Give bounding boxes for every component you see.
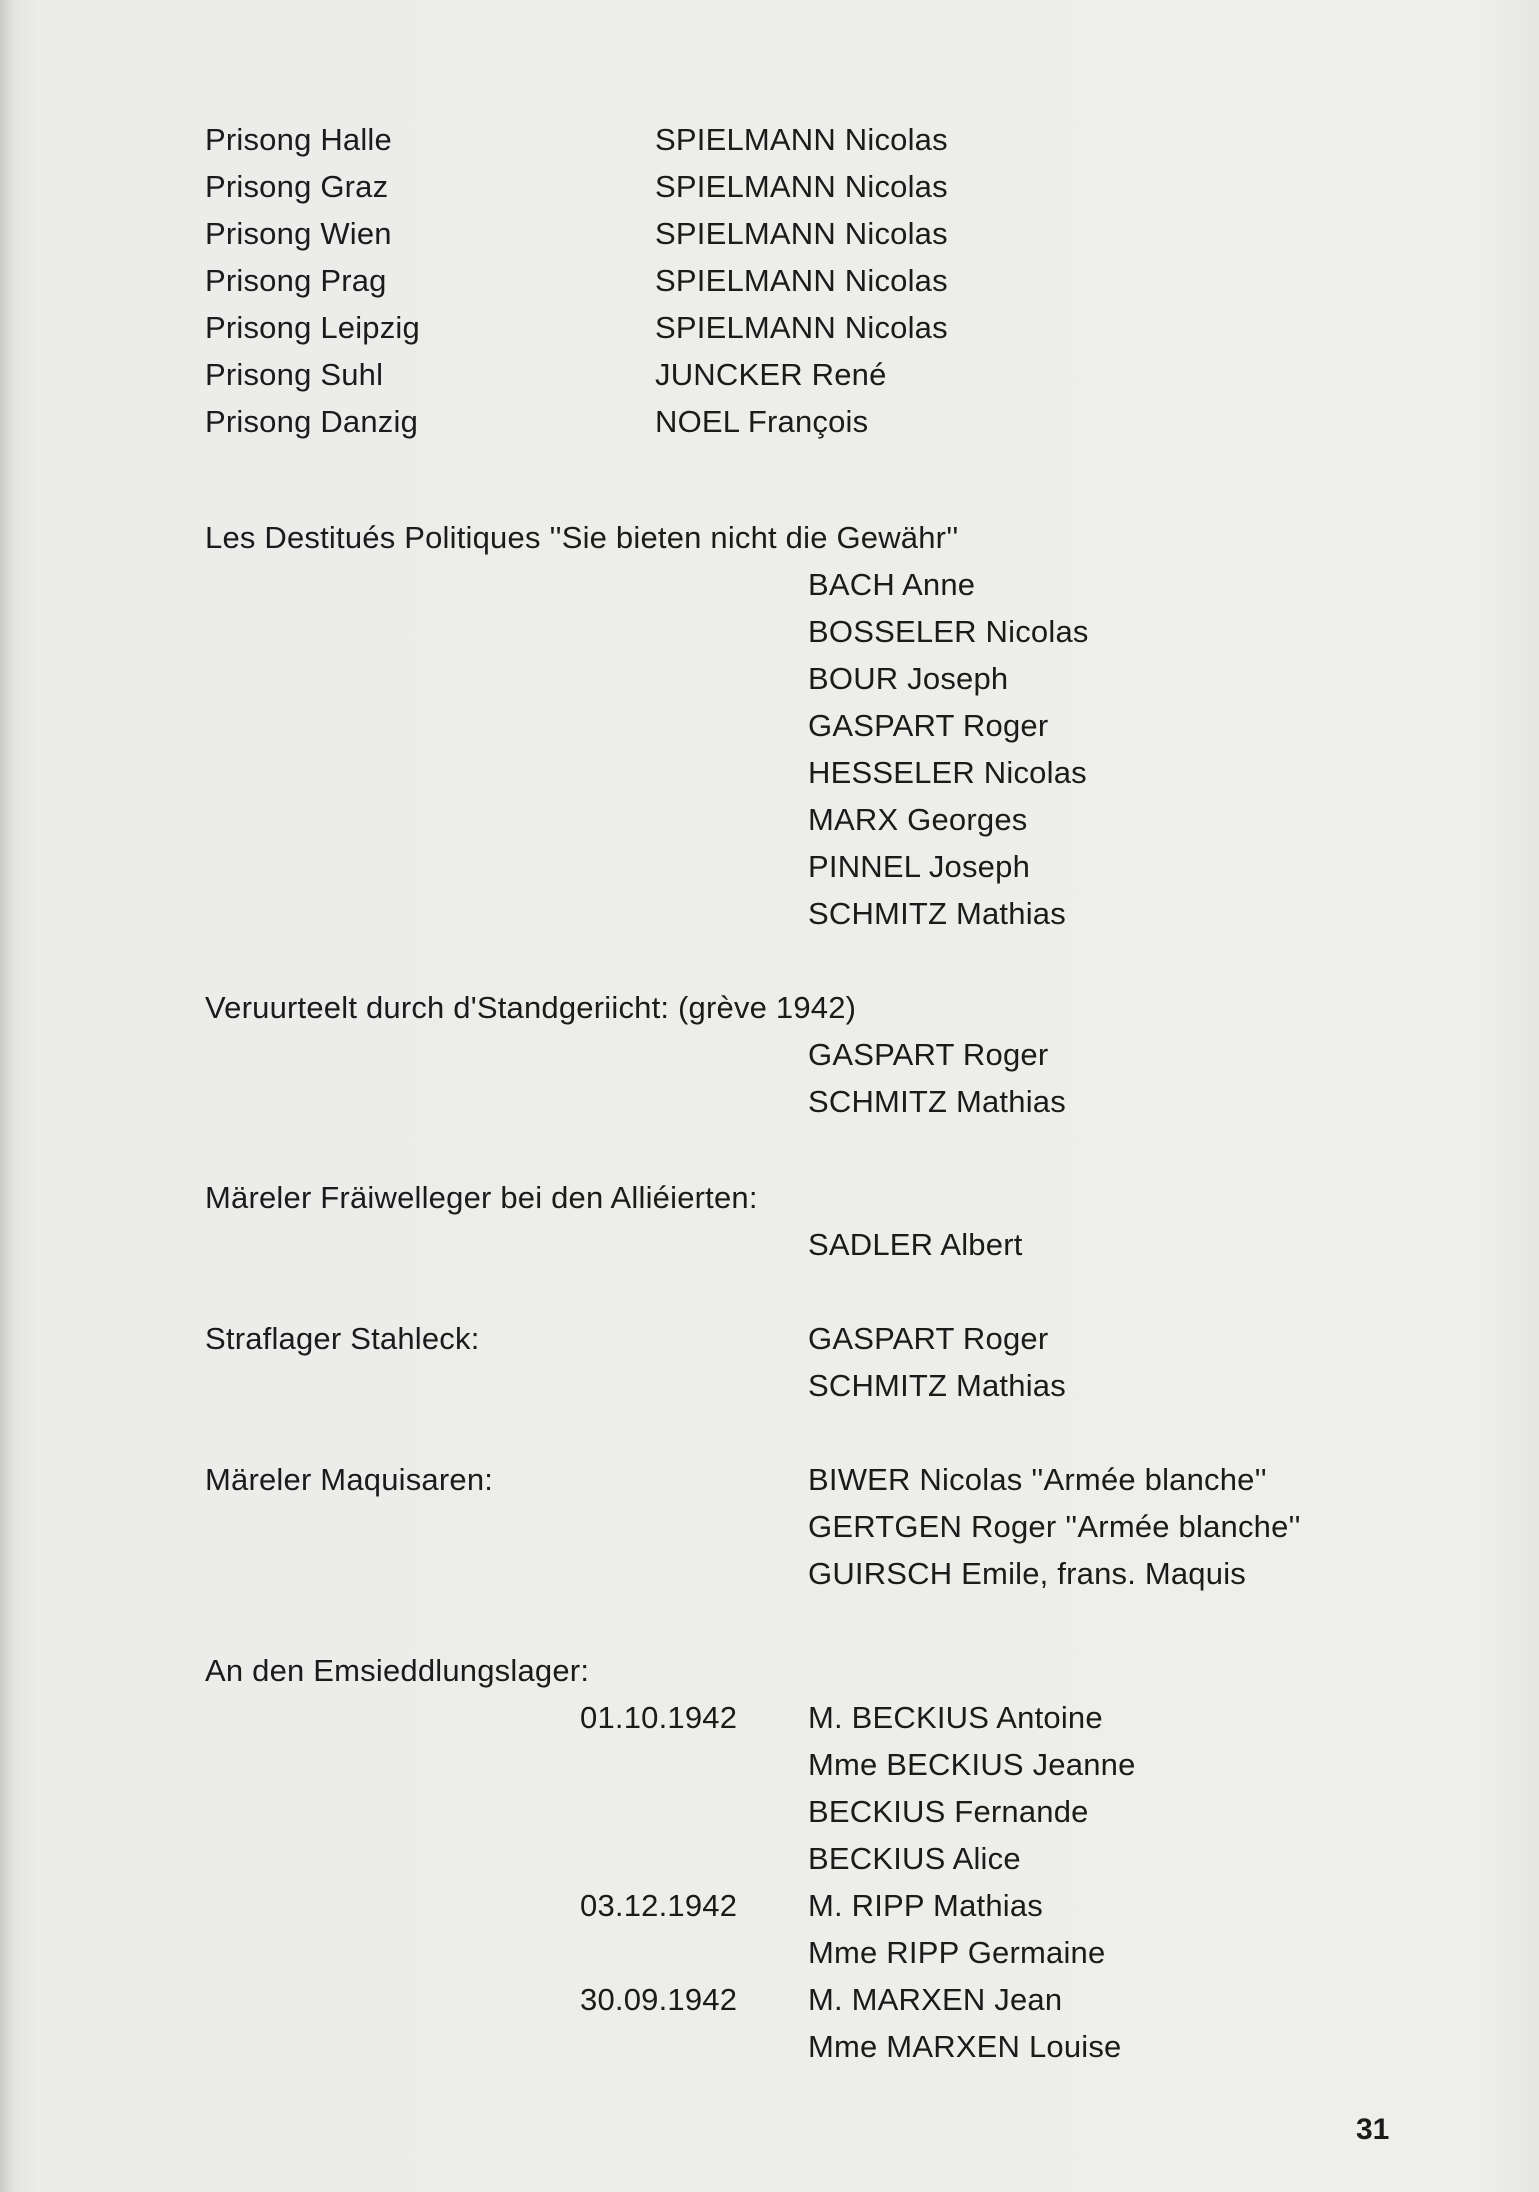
prisong-place: Prisong Suhl <box>205 357 384 392</box>
person-name: PINNEL Joseph <box>808 849 1031 884</box>
person-name: BIWER Nicolas ''Armée blanche'' <box>808 1462 1267 1497</box>
person-name: Mme BECKIUS Jeanne <box>808 1747 1136 1782</box>
person-name: GASPART Roger <box>808 708 1049 743</box>
section-heading-maquisaren: Märeler Maquisaren: <box>205 1462 494 1497</box>
prisong-place: Prisong Leipzig <box>205 310 420 345</box>
person-name: SADLER Albert <box>808 1227 1023 1262</box>
prisong-place: Prisong Prag <box>205 263 387 298</box>
page-number: 31 <box>1356 2113 1390 2146</box>
person-name: SCHMITZ Mathias <box>808 896 1066 931</box>
section-heading-standgeriicht: Veruurteelt durch d'Standgeriicht: (grève 1942) <box>205 990 857 1025</box>
prisong-name: SPIELMANN Nicolas <box>655 216 948 251</box>
prisong-name: NOEL François <box>655 404 869 439</box>
person-name: GERTGEN Roger ''Armée blanche'' <box>808 1509 1301 1544</box>
person-name: M. RIPP Mathias <box>808 1888 1044 1923</box>
person-name: BOUR Joseph <box>808 661 1009 696</box>
prisong-place: Prisong Danzig <box>205 404 419 439</box>
section-heading-straflager: Straflager Stahleck: <box>205 1321 480 1356</box>
person-name: Mme MARXEN Louise <box>808 2029 1122 2064</box>
prisong-place: Prisong Halle <box>205 122 392 157</box>
person-name: MARX Georges <box>808 802 1028 837</box>
person-name: BECKIUS Fernande <box>808 1794 1089 1829</box>
prisong-name: SPIELMANN Nicolas <box>655 122 948 157</box>
person-name: M. MARXEN Jean <box>808 1982 1063 2017</box>
section-heading-emsiedlung: An den Emsieddlungslager: <box>205 1653 590 1688</box>
prisong-name: SPIELMANN Nicolas <box>655 310 948 345</box>
prisong-place: Prisong Graz <box>205 169 389 204</box>
prisong-name: JUNCKER René <box>655 357 887 392</box>
date: 30.09.1942 <box>580 1982 738 2017</box>
person-name: SCHMITZ Mathias <box>808 1084 1066 1119</box>
person-name: BECKIUS Alice <box>808 1841 1021 1876</box>
section-heading-destitues: Les Destitués Politiques ''Sie bieten nicht die Gewähr'' <box>205 520 959 555</box>
person-name: GASPART Roger <box>808 1037 1049 1072</box>
prisong-place: Prisong Wien <box>205 216 392 251</box>
person-name: GUIRSCH Emile, frans. Maquis <box>808 1556 1246 1591</box>
section-heading-fraiwelleger: Märeler Fräiwelleger bei den Alliéierten: <box>205 1180 758 1215</box>
prisong-name: SPIELMANN Nicolas <box>655 263 948 298</box>
person-name: SCHMITZ Mathias <box>808 1368 1066 1403</box>
person-name: BOSSELER Nicolas <box>808 614 1089 649</box>
person-name: M. BECKIUS Antoine <box>808 1700 1103 1735</box>
prisong-name: SPIELMANN Nicolas <box>655 169 948 204</box>
date: 01.10.1942 <box>580 1700 738 1735</box>
person-name: Mme RIPP Germaine <box>808 1935 1106 1970</box>
person-name: BACH Anne <box>808 567 976 602</box>
person-name: GASPART Roger <box>808 1321 1049 1356</box>
date: 03.12.1942 <box>580 1888 738 1923</box>
person-name: HESSELER Nicolas <box>808 755 1087 790</box>
